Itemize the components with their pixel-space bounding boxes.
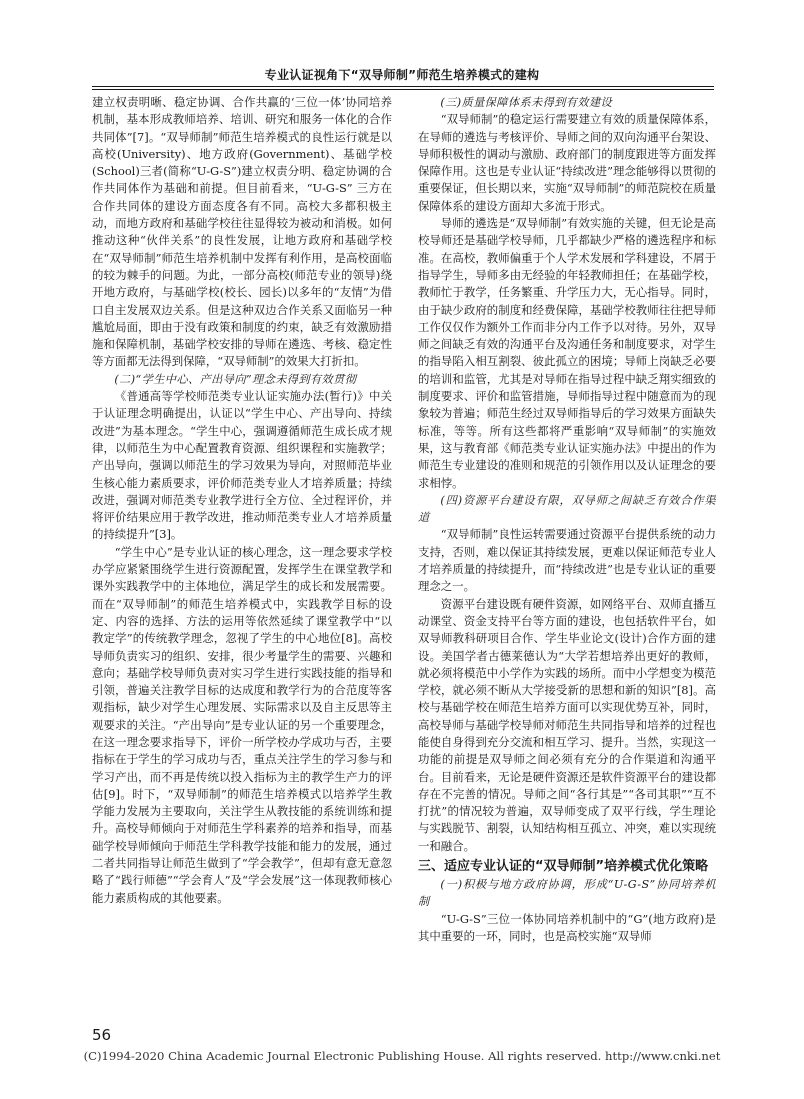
header-rule [92, 86, 714, 87]
copyright-footer: (C)1994-2020 China Academic Journal Electronic Publishing House. All rights reserved. http://www.cnki.net [83, 1049, 721, 1063]
paragraph: “U-G-S”三位一体协同培养机制中的“G”(地方政府)是其中重要的一环，同时，也是高校实施“双导师 [418, 911, 716, 943]
paragraph: “学生中心”是专业认证的核心理念，这一理念要求学校办学应紧紧围绕学生进行资源配置，发挥学生在课堂教学和课外实践教学中的主体地位，满足学生的成长和发展需要。而在“双导师制”的师范生培养模式中，实践教学目标的设定、内容的选择、方法的运用等依然延续了课堂教学中“以教定学”的传统教学理念，忽视了学生的中心地位[8]。高校导师负责实习的组织、安排，很少考量学生的需要、兴趣和意向；基础学校导师负责对实习学生进行实践技能的指导和引领，普遍关注教学目标的达成度和教学行为的合范度等客观指标，缺少对学生心理发展、实际需求以及自主反思等主观要求的关注。“产出导向”是专业认证的另一个重要理念，在这一理念要求指导下，评价一所学校办学成功与否，主要指标在于学生的学习成功与否，重点关注学生的学习参与和学习产出，而不再是传统以投入指标为主的教学生产力的评估[9]。时下，“双导师制”的师范生培养模式以培养学生教学能力发展为主要取向，关注学生从教技能的系统训练和提升。高校导师倾向于对师范生学科素养的培养和指导，而基础学校导师倾向于师范生学科教学技能和能力的发展，通过二者共同指导让师范生做到了“学会教学”，但却有意无意忽略了“践行师德”“学会育人”及“学会发展”这一体现教师核心能力素质构成的其他要素。 [92, 544, 392, 905]
paragraph: “双导师制”良性运转需要通过资源平台提供系统的动力支持，否则，难以保证其持续发展，更难以保证师范专业人才培养质量的持续提升，而“持续改进”也是专业认证的重要理念之一。 [418, 527, 716, 594]
paragraph: 建立权责明晰、稳定协调、合作共赢的‘三位一体’协同培养机制，基本形成教师培养、培训、研究和服务一体化的合作共同体”[7]。“双导师制”师范生培养模式的良性运行就是以高校(University)、地方政府(Government)、基础学校(School)三者(简称“U-G-S”)建立权责分明、稳定协调的合作共同体作为基础和前提。但目前看来，“U-G-S” 三方在合作共同体的建设方面态度各有不同。高校大多都积极主动，而地方政府和基础学校往往显得较为被动和消极。如何推动这种“伙伴关系”的良性发展，让地方政府和基础学校在“双导师制”师范生培养机制中发挥有利作用，是高校面临的较为棘手的问题。为此，一部分高校(师范专业的领导)绕开地方政府，与基础学校(校长、园长)以多年的“友情”为借口自主发展双边关系。但是这种双边合作关系又面临另一种尴尬局面，即由于没有政策和制度的约束，缺乏有效激励措施和保障机制，基础学校安排的导师在遴选、考核、稳定性等方面都无法得到保障，“双导师制”的效果大打折扣。 [92, 95, 392, 369]
page-number: 56 [92, 1026, 112, 1044]
paragraph: 资源平台建设既有硬件资源，如网络平台、双师直播互动课堂、资金支持平台等方面的建设，也包括软件平台，如双导师教科研项目合作、学生毕业论文(设计)合作方面的建设。美国学者古德莱德认为“大学若想培养出更好的教师，就必须将模范中小学作为实践的场所。而中小学想变为模范学校，就必须不断从大学接受新的思想和新的知识”[8]。高校与基础学校在师范生培养方面可以实现优势互补，同时，高校导师与基础学校导师对师范生共同指导和培养的过程也能使自身得到充分交流和相互学习、提升。当然，实现这一功能的前提是双导师之间必须有充分的合作渠道和沟通平台。目前看来，无论是硬件资源还是软件资源平台的建设都存在不完善的情况。导师之间“各行其是”“各司其职”“互不打扰”的情况较为普遍，双导师变成了双平行线，学生理论与实践脱节、割裂，认知结构相互孤立、冲突，难以实现统一和融合。 [418, 596, 716, 853]
paragraph: “双导师制”的稳定运行需要建立有效的质量保障体系，在导师的遴选与考核评价、导师之间的双向沟通平台架设、导师积极性的调动与激励、政府部门的制度跟进等方面发挥保障作用。这也是专业认证“持续改进”理念能够得以贯彻的重要保证，但长期以来，实施“双导师制”的师范院校在质量保障体系的建设方面却大多流于形式。 [418, 112, 716, 213]
right-column [418, 94, 716, 1038]
section-subheading: (三)质量保障体系未得到有效建设 [440, 96, 613, 109]
section-subheading: (二)“学生中心、产出导向”理念未得到有效贯彻 [114, 372, 357, 386]
section-heading: 三、适应专业认证的“双导师制”培养模式优化策略 [418, 859, 709, 875]
left-column [92, 94, 392, 1038]
running-header: 专业认证视角下“双导师制”师范生培养模式的建构 [264, 68, 540, 82]
header-rule-thin [92, 89, 714, 90]
paragraph: 导师的遴选是“双导师制”有效实施的关键，但无论是高校导师还是基础学校导师，几乎都缺少严格的遴选程序和标准。在高校，教师偏重于个人学术发展和学科建设，不屑于指导学生，导师多由无经验的年轻教师担任；在基础学校，教师忙于教学，任务繁重、升学压力大，无心指导。同时，由于缺少政府的制度和经费保障，基础学校教师往往把导师工作仅仅作为额外工作而非分内工作予以对待。另外，双导师之间缺乏有效的沟通平台及沟通任务和制度要求，对学生的指导陷入相互割裂、彼此孤立的困境；导师上岗缺乏必要的培训和监管，尤其是对导师在指导过程中缺乏翔实细致的制度要求、评价和监管措施，导师指导过程中随意而为的现象较为普遍；师范生经过双导师指导后的学习效果方面缺失标准，等等。所有这些都将严重影响“双导师制”的实施效果，这与教育部《师范类专业认证实施办法》中提出的作为师范生专业建设的准则和规范的引领作用以及认证理念的要求相悖。 [418, 216, 716, 490]
paragraph: 《普通高等学校师范类专业认证实施办法(暂行)》中关于认证理念明确提出，认证以“学生中心、产出导向、持续改进”为基本理念。“学生中心，强调遵循师范生成长成才规律，以师范生为中心配置教育资源、组织课程和实施教学；产出导向，强调以师范生的学习效果为导向，对照师范毕业生核心能力素质要求，评价师范类专业人才培养质量；持续改进，强调对师范类专业教学进行全方位、全过程评价，并将评价结果应用于教学改进，推动师范类专业人才培养质量的持续提升”[3]。 [92, 389, 392, 542]
section-subheading: (一)积极与地方政府协调，形成“U-G-S”协同培养机制 [418, 878, 716, 909]
section-subheading: (四)资源平台建设有限，双导师之间缺乏有效合作渠道 [418, 493, 716, 525]
